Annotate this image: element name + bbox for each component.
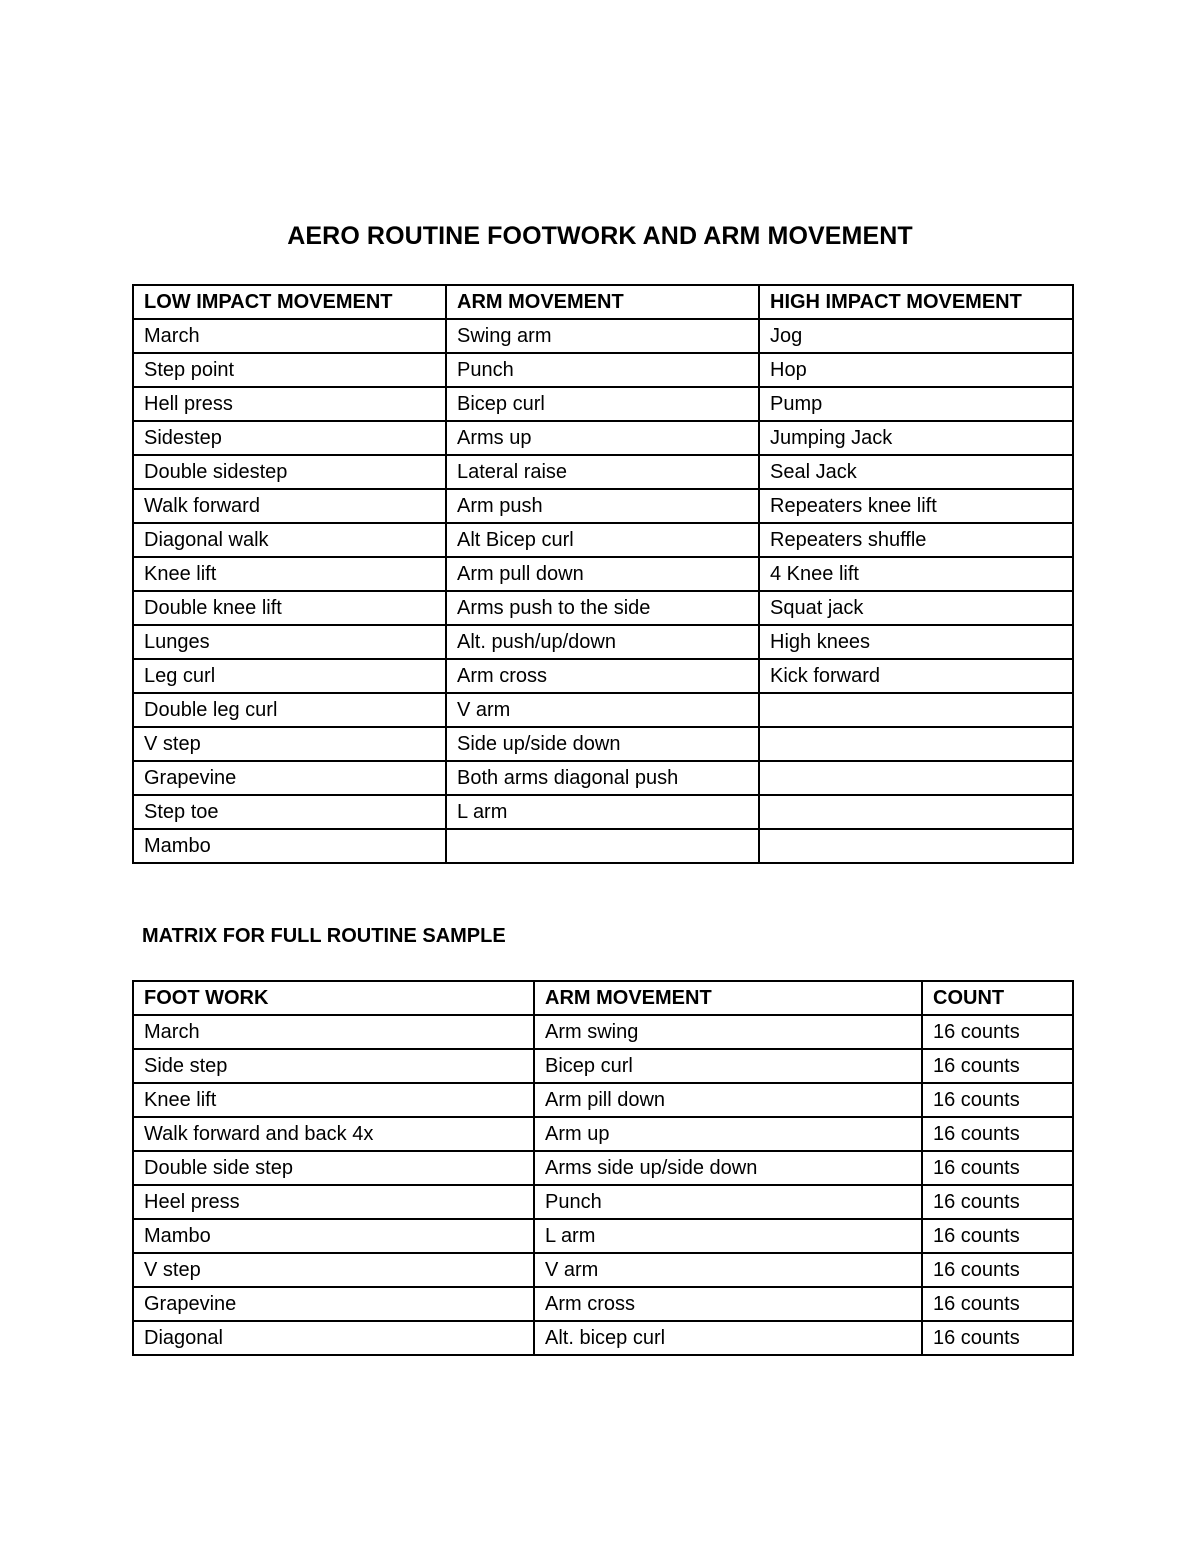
arm-movement-cell: Both arms diagonal push (446, 761, 759, 795)
low-impact-cell: Mambo (133, 829, 446, 863)
column-header-arm-movement: ARM MOVEMENT (534, 981, 922, 1015)
foot-work-cell: Double side step (133, 1151, 534, 1185)
table-row (133, 1049, 1073, 1083)
table-row (133, 421, 1073, 455)
table-row (133, 1321, 1073, 1355)
arm-movement-cell: Alt. push/up/down (446, 625, 759, 659)
high-impact-cell: 4 Knee lift (759, 557, 1073, 591)
count-cell: 16 counts (922, 1287, 1073, 1321)
low-impact-cell: Hell press (133, 387, 446, 421)
table-row (133, 1151, 1073, 1185)
count-cell: 16 counts (922, 1083, 1073, 1117)
column-header-count: COUNT (922, 981, 1073, 1015)
column-header-high-impact: HIGH IMPACT MOVEMENT (759, 285, 1073, 319)
table-row (133, 1287, 1073, 1321)
high-impact-cell: Repeaters shuffle (759, 523, 1073, 557)
low-impact-cell: March (133, 319, 446, 353)
count-cell: 16 counts (922, 1151, 1073, 1185)
high-impact-cell (759, 693, 1073, 727)
table-header-row (133, 981, 1073, 1015)
arm-movement-cell: Side up/side down (446, 727, 759, 761)
count-cell: 16 counts (922, 1185, 1073, 1219)
high-impact-cell (759, 727, 1073, 761)
count-cell: 16 counts (922, 1049, 1073, 1083)
arm-movement-cell: Arm swing (534, 1015, 922, 1049)
foot-work-cell: Diagonal (133, 1321, 534, 1355)
table-row (133, 761, 1073, 795)
arm-movement-cell: V arm (534, 1253, 922, 1287)
low-impact-cell: Double knee lift (133, 591, 446, 625)
high-impact-cell: Jog (759, 319, 1073, 353)
arm-movement-cell: Alt. bicep curl (534, 1321, 922, 1355)
table-row (133, 523, 1073, 557)
foot-work-cell: Heel press (133, 1185, 534, 1219)
low-impact-cell: Diagonal walk (133, 523, 446, 557)
table-row (133, 1185, 1073, 1219)
low-impact-cell: Double sidestep (133, 455, 446, 489)
low-impact-cell: Leg curl (133, 659, 446, 693)
table-row (133, 659, 1073, 693)
arm-movement-cell: Lateral raise (446, 455, 759, 489)
foot-work-cell: Mambo (133, 1219, 534, 1253)
high-impact-cell: Squat jack (759, 591, 1073, 625)
table-row (133, 387, 1073, 421)
high-impact-cell (759, 761, 1073, 795)
foot-work-cell: March (133, 1015, 534, 1049)
table-row (133, 1253, 1073, 1287)
low-impact-cell: Sidestep (133, 421, 446, 455)
arm-movement-cell: V arm (446, 693, 759, 727)
count-cell: 16 counts (922, 1015, 1073, 1049)
arm-movement-cell: Swing arm (446, 319, 759, 353)
table-row (133, 625, 1073, 659)
table-row (133, 795, 1073, 829)
high-impact-cell: Repeaters knee lift (759, 489, 1073, 523)
foot-work-cell: Side step (133, 1049, 534, 1083)
arm-movement-cell: Punch (446, 353, 759, 387)
arm-movement-cell: Arms side up/side down (534, 1151, 922, 1185)
low-impact-cell: Lunges (133, 625, 446, 659)
table-row (133, 489, 1073, 523)
foot-work-cell: Grapevine (133, 1287, 534, 1321)
table-row (133, 1117, 1073, 1151)
table-row (133, 319, 1073, 353)
arm-movement-cell: Arm cross (446, 659, 759, 693)
section-title: MATRIX FOR FULL ROUTINE SAMPLE (142, 925, 506, 947)
table-row (133, 693, 1073, 727)
count-cell: 16 counts (922, 1321, 1073, 1355)
page-title: AERO ROUTINE FOOTWORK AND ARM MOVEMENT (287, 222, 913, 250)
arm-movement-cell (446, 829, 759, 863)
high-impact-cell: Kick forward (759, 659, 1073, 693)
foot-work-cell: Walk forward and back 4x (133, 1117, 534, 1151)
movement-table (132, 284, 1074, 864)
table-row (133, 557, 1073, 591)
table-row (133, 1083, 1073, 1117)
count-cell: 16 counts (922, 1219, 1073, 1253)
column-header-low-impact: LOW IMPACT MOVEMENT (133, 285, 446, 319)
table-header-row (133, 285, 1073, 319)
low-impact-cell: Step point (133, 353, 446, 387)
arm-movement-cell: Arm push (446, 489, 759, 523)
table-row (133, 1015, 1073, 1049)
high-impact-cell: Jumping Jack (759, 421, 1073, 455)
arm-movement-cell: L arm (534, 1219, 922, 1253)
foot-work-cell: V step (133, 1253, 534, 1287)
table-row (133, 455, 1073, 489)
high-impact-cell: Hop (759, 353, 1073, 387)
column-header-arm-movement: ARM MOVEMENT (446, 285, 759, 319)
table-row (133, 353, 1073, 387)
table-row (133, 829, 1073, 863)
arm-movement-cell: Arms push to the side (446, 591, 759, 625)
high-impact-cell (759, 829, 1073, 863)
column-header-foot-work: FOOT WORK (133, 981, 534, 1015)
low-impact-cell: Double leg curl (133, 693, 446, 727)
high-impact-cell: High knees (759, 625, 1073, 659)
table-row (133, 591, 1073, 625)
routine-matrix-table (132, 980, 1074, 1356)
arm-movement-cell: Alt Bicep curl (446, 523, 759, 557)
arm-movement-cell: Arm pill down (534, 1083, 922, 1117)
arm-movement-cell: L arm (446, 795, 759, 829)
high-impact-cell: Pump (759, 387, 1073, 421)
table-row (133, 727, 1073, 761)
movement-table-body (133, 319, 1073, 863)
low-impact-cell: Grapevine (133, 761, 446, 795)
high-impact-cell (759, 795, 1073, 829)
arm-movement-cell: Arm pull down (446, 557, 759, 591)
arm-movement-cell: Bicep curl (446, 387, 759, 421)
count-cell: 16 counts (922, 1117, 1073, 1151)
table-row (133, 1219, 1073, 1253)
arm-movement-cell: Arm cross (534, 1287, 922, 1321)
arm-movement-cell: Arm up (534, 1117, 922, 1151)
low-impact-cell: Knee lift (133, 557, 446, 591)
count-cell: 16 counts (922, 1253, 1073, 1287)
arm-movement-cell: Arms up (446, 421, 759, 455)
routine-table-body (133, 1015, 1073, 1355)
low-impact-cell: Walk forward (133, 489, 446, 523)
low-impact-cell: V step (133, 727, 446, 761)
arm-movement-cell: Punch (534, 1185, 922, 1219)
high-impact-cell: Seal Jack (759, 455, 1073, 489)
arm-movement-cell: Bicep curl (534, 1049, 922, 1083)
foot-work-cell: Knee lift (133, 1083, 534, 1117)
low-impact-cell: Step toe (133, 795, 446, 829)
